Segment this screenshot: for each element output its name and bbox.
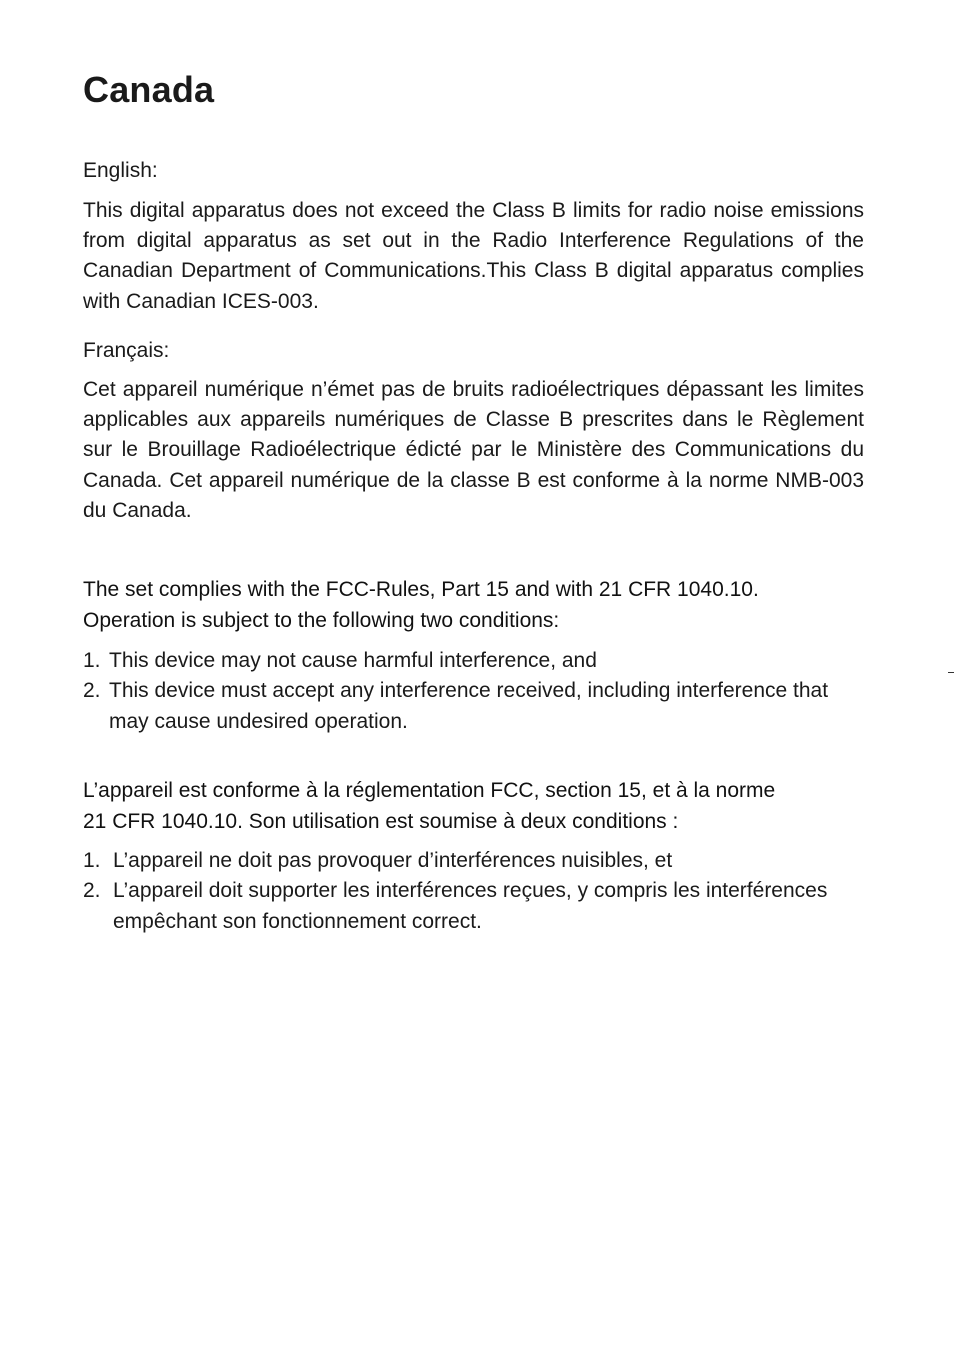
page-title: Canada [83, 69, 215, 110]
list-item-text: This device may not cause harmful interference, and [109, 649, 597, 672]
fcc-english-conditions-list [83, 646, 864, 737]
list-item-number: 2. [83, 879, 101, 903]
list-item [83, 846, 864, 876]
margin-tick-mark [948, 672, 954, 673]
english-label: English: [83, 159, 158, 182]
fcc-english-intro-line2: Operation is subject to the following two conditions: [83, 608, 560, 632]
list-item-number: 2. [83, 679, 101, 703]
list-item [83, 676, 864, 737]
list-item-text: L’appareil ne doit pas provoquer d’interférences nuisibles, et [113, 849, 673, 872]
fcc-french-conditions-list [83, 846, 864, 937]
list-item-text: L’appareil doit supporter les interférences reçues, y compris les interférences empêchant son fonctionnement correct. [113, 879, 828, 933]
fcc-french-intro-line1: L’appareil est conforme à la réglementation FCC, section 15, et à la norme [83, 779, 776, 802]
fcc-english-intro-line1: The set complies with the FCC-Rules, Part 15 and with 21 CFR 1040.10. [83, 578, 759, 601]
french-paragraph: Cet appareil numérique n’émet pas de bruits radioélectriques dépassant les limites applicables aux appareils numériques de Classe B prescrites dans le Règlement sur le Brouillage Radioélectrique édicté par le Ministère des Communications du Canada. Cet appareil numérique de la classe B est conforme à la norme NMB-003 du Canada. [83, 378, 864, 522]
list-item-number: 1. [83, 649, 101, 672]
english-paragraph: This digital apparatus does not exceed the Class B limits for radio noise emissions from digital apparatus as set out in the Radio Interference Regulations of the Canadian Department of Communications.This Class B digital apparatus complies with Canadian ICES-003. [83, 199, 864, 313]
list-item-text: This device must accept any interference received, including interference that may cause undesired operation. [109, 679, 829, 733]
french-label: Français: [83, 339, 170, 362]
list-item-number: 1. [83, 849, 101, 872]
list-item [83, 876, 864, 937]
fcc-french-intro-line2: 21 CFR 1040.10. Son utilisation est soumise à deux conditions : [83, 809, 679, 833]
fcc-english-intro [83, 575, 864, 636]
list-item [83, 646, 864, 676]
fcc-french-intro [83, 776, 864, 837]
